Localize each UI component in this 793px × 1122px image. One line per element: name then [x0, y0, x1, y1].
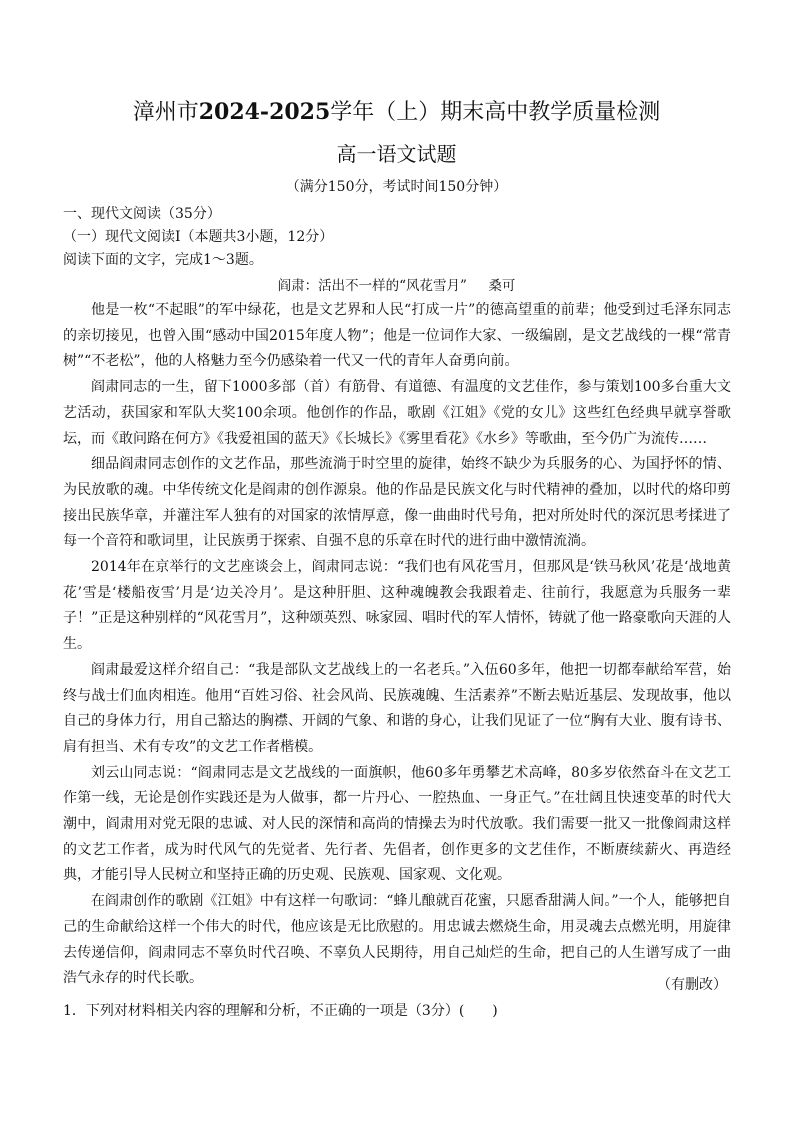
reading-instruction: 阅读下面的文字，完成1～3题。: [63, 252, 263, 268]
article-body: [63, 298, 731, 992]
article-author: 桑可: [488, 278, 516, 294]
paragraph: 阎肃同志的一生，留下1000多部（首）有筋骨、有道德、有温度的文艺佳作，参与策划100多台重大文艺活动，获国家和军队大奖100余项。他创作的作品，歌剧《江姐》《党的女儿》这些红色经典早就享誉歌坛，而《敢问路在何方》《我爱祖国的蓝天》《长城长》《雾里看花》《水乡》等歌曲，至今仍广为流传……: [63, 379, 731, 447]
subsection-heading: （一）现代文阅读Ⅰ（本题共3小题，12分）: [63, 229, 334, 245]
exam-title: [0, 97, 793, 128]
exam-meta: （满分150分，考试时间150分钟）: [285, 179, 508, 195]
article-title: 阎肃：活出不一样的“风花雪月”: [277, 278, 467, 294]
paragraph: 细品阎肃同志创作的文艺作品，那些流淌于时空里的旋律，始终不缺少为兵服务的心、为国抒怀的情、为民放歌的魂。中华传统文化是阎肃的创作源泉。他的作品是民族文化与时代精神的叠加，以时代的烙印剪接出民族华章，并灌注军人独有的对国家的浓情厚意，像一曲曲时代号角，把对所处时代的深沉思考揉进了每一个音符和歌词里，让民族勇于探索、自强不息的乐章在时代的进行曲中激情流淌。: [63, 456, 731, 550]
exam-title-prefix: 漳州市: [132, 100, 199, 125]
question-1: 1．下列对材料相关内容的理解和分析，不正确的一项是（3分）( ): [63, 1003, 498, 1019]
article-title-line: [0, 276, 793, 296]
paragraph: 刘云山同志说：“阎肃同志是文艺战线的一面旗帜，他60多年勇攀艺术高峰，80多岁依然奋斗在文艺工作第一线，无论是创作实践还是为人做事，都一片丹心、一腔热血、一身正气。”在壮阔且快速变革的时代大潮中，阎肃用对党无限的忠诚、对人民的深情和高尚的情操去为时代放歌。我们需要一批又一批像阎肃这样的文艺工作者，成为时代风气的先觉者、先行者、先倡者，创作更多的文艺佳作，不断赓续薪火、再造经典，才能引导人民树立和坚持正确的历史观、民族观、国家观、文化观。: [63, 764, 731, 884]
exam-title-year: 2024-2025: [198, 99, 331, 125]
paragraph: 2014年在京举行的文艺座谈会上，阎肃同志说：“我们也有风花雪月，但那风是‘铁马秋风’花是‘战地黄花’雪是‘楼船夜雪’月是‘边关冷月’。是这种肝胆、这种魂魄教会我跟着走、往前行，我愿意为兵服务一辈子！”正是这种别样的“风花雪月”，这种颂英烈、咏家园、唱时代的军人情怀，铸就了他一路豪歌向天涯的人生。: [63, 559, 731, 653]
paragraph: 在阎肃创作的歌剧《江姐》中有这样一句歌词：“蜂儿酿就百花蜜，只愿香甜满人间。”一个人，能够把自己的生命献给这样一个伟大的时代，他应该是无比欣慰的。用忠诚去燃烧生命，用灵魂去点燃光明，用旋律去传递信仰，阎肃同志不辜负时代召唤、不辜负人民期待，用自己灿烂的生命，把自己的人生谱写成了一曲浩气永存的时代长歌。: [63, 893, 731, 987]
exam-subtitle: 高一语文试题: [336, 142, 457, 166]
paragraph: 阎肃最爱这样介绍自己：“我是部队文艺战线上的一名老兵。”入伍60多年，他把一切都奉献给军营，始终与战士们血肉相连。他用“百姓习俗、社会风尚、民族魂魄、生活素养”不断去贴近基层、发现故事，他以自己的身体力行，用自己豁达的胸襟、开阔的气象、和谐的身心，让我们见证了一位“胸有大业、腹有诗书、肩有担当、术有专攻”的文艺工作者楷模。: [63, 661, 731, 755]
source-note: （有删改）: [657, 977, 727, 993]
section-heading: 一、现代文阅读（35分）: [63, 206, 221, 222]
paragraph: 他是一枚“不起眼”的军中绿花，也是文艺界和人民“打成一片”的德高望重的前辈；他受到过毛泽东同志的亲切接见，也曾入围“感动中国2015年度人物”；他是一位词作大家、一级编剧，是文艺战线的一棵“常青树”“不老松”，他的人格魅力至今仍感染着一代又一代的青年人奋勇向前。: [63, 302, 731, 370]
exam-title-suffix: 学年（上）期末高中教学质量检测: [330, 100, 661, 125]
